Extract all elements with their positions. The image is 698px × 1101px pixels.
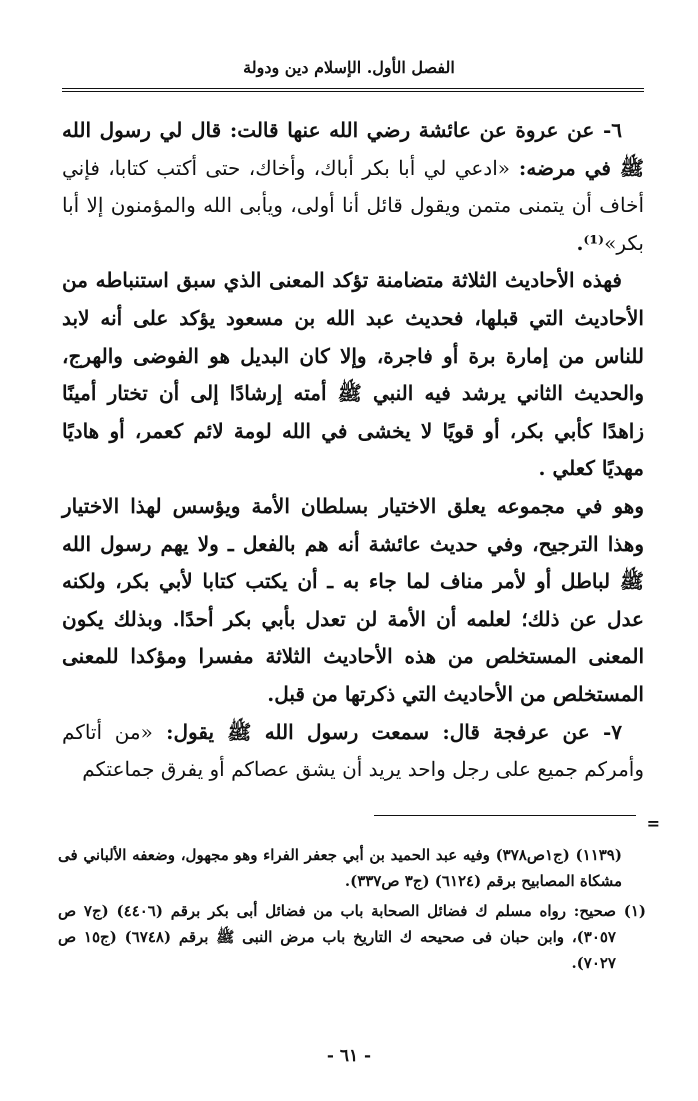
- footnote-separator: [374, 815, 636, 816]
- paragraph-commentary-1: فهذه الأحاديث الثلاثة متضامنة تؤكد المعنى الذي سبق استنباطه من الأحاديث التي قبلها، فحديث عبد الله بن مسعود يؤكد على أنه لابد للناس من إمارة برة أو فاجرة، وإلا كان البديل هو الفوضى والهرج، والحديث الثاني يرشد فيه النبي ﷺ أمته إرشادًا إلى أن تختار أمينًا زاهدًا كأبي بكر، أو قويًا لا يخشى في الله لومة لائم كعمر، أو هاديًا مهديًا كعلي .: [62, 268, 644, 481]
- main-text: [62, 112, 644, 789]
- paragraph-hadith-6: [62, 112, 644, 262]
- page-number: - ٦١ -: [326, 1046, 372, 1066]
- footnote-carried: (١١٣٩) (ج١ص٣٧٨) وفيه عبد الحميد بن أبي جعفر الفراء وهو مجهول، وضعفه الألباني فى مشكاة المصابيح برقم (٦١٢٤) (ج٣ ص٣٣٧).: [58, 846, 622, 890]
- hadith-7-intro: ٧- عن عرفجة قال: سمعت رسول الله ﷺ يقول:: [152, 719, 622, 744]
- paragraph-commentary-2: وهو في مجموعه يعلق الاختيار بسلطان الأمة ويؤسس لهذا الاختيار وهذا الترجيح، وفي حديث عائشة أنه هم بالفعل ـ ولا يهم رسول الله ﷺ لباطل أو لأمر مناف لما جاء به ـ أن يكتب كتابا لأبي بكر، ولكنه عدل عن ذلك؛ لعلمه أن الأمة لن تعدل بأبي بكر أحدًا. وبذلك يكون المعنى المستخلص من هذه الأحاديث الثلاثة مفسرا ومؤكدا للمعنى المستخلص من الأحاديث التي ذكرتها من قبل.: [62, 493, 644, 706]
- footnote-1: (١) صحيح: رواه مسلم ك فضائل الصحابة باب من فضائل أبى بكر برقم (٤٤٠٦) (ج٧ ص ٣٠٥٧)، وابن حبان فى صحيحه ك التاريخ باب مرض النبى ﷺ برقم (٦٧٤٨) (ج١٥ ص ٧٠٢٧).: [58, 902, 646, 972]
- footnote-ref: ⁽¹⁾.: [576, 230, 605, 255]
- hadith-6-quote: «ادعي لي أبا بكر أباك، وأخاك، حتى أكتب كتابا، فإني أخاف أن يتمنى متمن ويقول قائل أنا أولى، ويأبى الله والمؤمنون إلا أبا بكر»: [62, 155, 644, 255]
- footnote-carry-mark: =: [646, 814, 660, 833]
- footnotes: [58, 842, 646, 980]
- header-rule: [62, 88, 644, 92]
- running-header: الفصل الأول. الإسلام دين ودولة: [243, 58, 455, 77]
- hadith-7-quote: «من أتاكم وأمركم جميع على رجل واحد يريد أن يشق عصاكم أو يفرق جماعتكم: [62, 719, 644, 782]
- hadith-6-intro: ٦- عن عروة عن عائشة رضي الله عنها قالت: قال لي رسول الله ﷺ في مرضه:: [62, 118, 645, 180]
- paragraph-hadith-7: [62, 714, 644, 789]
